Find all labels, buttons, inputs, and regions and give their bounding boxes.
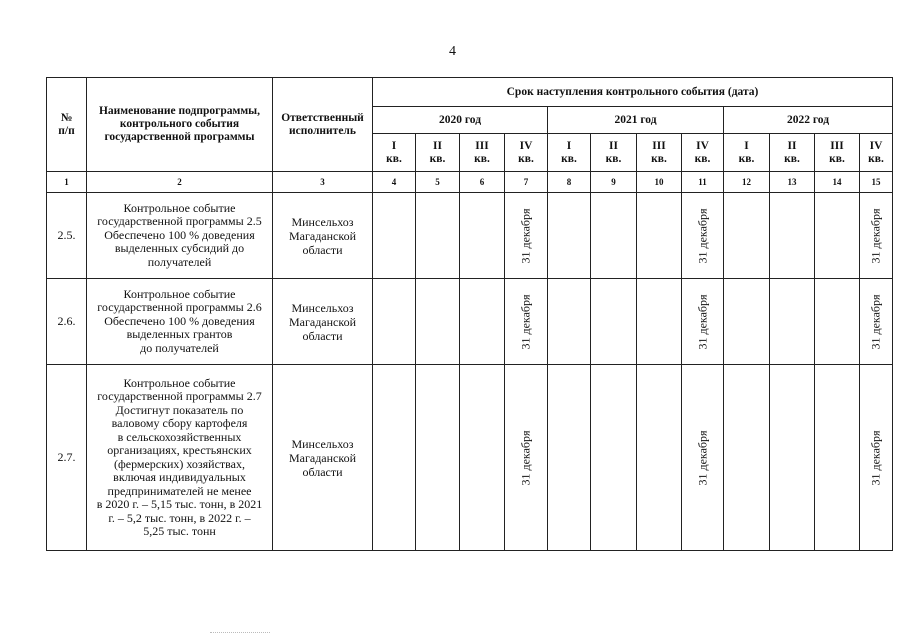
header-name: Наименование подпрограммы, контрольного события государственной программы xyxy=(87,78,273,172)
control-date: 31 декабря xyxy=(868,293,883,350)
column-number: 12 xyxy=(724,172,770,193)
column-number: 10 xyxy=(637,172,682,193)
quarter-cell xyxy=(815,279,860,365)
column-number: 3 xyxy=(273,172,373,193)
responsible-executor: Минсельхоз Магаданской области xyxy=(273,193,373,279)
control-date: 31 декабря xyxy=(868,207,883,264)
header-quarter: I кв. xyxy=(548,134,591,172)
quarter-cell xyxy=(770,365,815,551)
header-quarter: III кв. xyxy=(637,134,682,172)
quarter-cell xyxy=(860,279,893,365)
quarter-cell xyxy=(591,279,637,365)
header-quarter: I кв. xyxy=(724,134,770,172)
quarter-cell xyxy=(505,193,548,279)
quarter-cell xyxy=(460,365,505,551)
scan-artifact xyxy=(210,632,270,635)
header-quarter: II кв. xyxy=(416,134,460,172)
control-events-table xyxy=(46,77,893,551)
column-number: 8 xyxy=(548,172,591,193)
column-number: 5 xyxy=(416,172,460,193)
quarter-cell xyxy=(770,193,815,279)
event-name: Контрольное событие государственной программы 2.6 Обеспечено 100 % доведения выделенных грантов до получателей xyxy=(87,279,273,365)
quarter-cell xyxy=(505,365,548,551)
quarter-cell xyxy=(548,279,591,365)
quarter-cell xyxy=(682,365,724,551)
quarter-cell xyxy=(548,365,591,551)
quarter-cell xyxy=(682,279,724,365)
table-row xyxy=(47,279,893,365)
column-number: 15 xyxy=(860,172,893,193)
control-date: 31 декабря xyxy=(695,207,709,264)
header-year-2020: 2020 год xyxy=(373,107,548,134)
quarter-cell xyxy=(591,193,637,279)
control-date: 31 декабря xyxy=(695,429,709,486)
responsible-executor: Минсельхоз Магаданской области xyxy=(273,279,373,365)
column-number: 7 xyxy=(505,172,548,193)
header-quarter: III кв. xyxy=(815,134,860,172)
table-row xyxy=(47,193,893,279)
responsible-executor: Минсельхоз Магаданской области xyxy=(273,365,373,551)
quarter-cell xyxy=(637,279,682,365)
control-date: 31 декабря xyxy=(518,293,533,350)
column-number: 6 xyxy=(460,172,505,193)
header-quarter: II кв. xyxy=(770,134,815,172)
column-number: 4 xyxy=(373,172,416,193)
quarter-cell xyxy=(548,193,591,279)
control-date: 31 декабря xyxy=(868,429,883,486)
quarter-cell xyxy=(860,365,893,551)
quarter-cell xyxy=(505,279,548,365)
header-quarter: I кв. xyxy=(373,134,416,172)
event-name: Контрольное событие государственной программы 2.5 Обеспечено 100 % доведения выделенных субсидий до получателей xyxy=(87,193,273,279)
column-number: 14 xyxy=(815,172,860,193)
quarter-cell xyxy=(416,279,460,365)
header-quarter: IV кв. xyxy=(860,134,893,172)
quarter-cell xyxy=(373,365,416,551)
quarter-cell xyxy=(373,193,416,279)
column-number: 1 xyxy=(47,172,87,193)
column-number: 2 xyxy=(87,172,273,193)
header-year-2021: 2021 год xyxy=(548,107,724,134)
table-row xyxy=(47,365,893,551)
quarter-cell xyxy=(860,193,893,279)
column-number: 9 xyxy=(591,172,637,193)
quarter-cell xyxy=(770,279,815,365)
header-num: № п/п xyxy=(47,78,87,172)
event-name: Контрольное событие государственной программы 2.7 Достигнут показатель по валовому сбору картофеля в сельскохозяйственных организациях, крестьянских (фермерских) хозяйствах, включая индивидуальных предпринимателей не менее в 2020 г. – 5,15 тыс. тонн, в 2021 г. – 5,2 тыс. тонн, в 2022 г. – 5,25 тыс. тонн xyxy=(87,365,273,551)
column-number: 11 xyxy=(682,172,724,193)
quarter-cell xyxy=(373,279,416,365)
header-quarter: IV кв. xyxy=(505,134,548,172)
control-date: 31 декабря xyxy=(695,293,709,350)
quarter-cell xyxy=(460,193,505,279)
header-quarter: IV кв. xyxy=(682,134,724,172)
column-number: 13 xyxy=(770,172,815,193)
quarter-cell xyxy=(637,365,682,551)
header-executor: Ответственный исполнитель xyxy=(273,78,373,172)
page-number: 4 xyxy=(449,44,456,59)
header-quarter: III кв. xyxy=(460,134,505,172)
quarter-cell xyxy=(460,279,505,365)
quarter-cell xyxy=(637,193,682,279)
quarter-cell xyxy=(724,279,770,365)
quarter-cell xyxy=(416,193,460,279)
quarter-cell xyxy=(815,365,860,551)
row-number: 2.5. xyxy=(47,193,87,279)
quarter-cell xyxy=(682,193,724,279)
quarter-cell xyxy=(591,365,637,551)
control-date: 31 декабря xyxy=(518,429,533,486)
header-year-2022: 2022 год xyxy=(724,107,893,134)
quarter-cell xyxy=(416,365,460,551)
row-number: 2.6. xyxy=(47,279,87,365)
quarter-cell xyxy=(724,193,770,279)
control-date: 31 декабря xyxy=(518,207,533,264)
quarter-cell xyxy=(815,193,860,279)
header-period-title: Срок наступления контрольного события (дата) xyxy=(373,78,893,107)
header-quarter: II кв. xyxy=(591,134,637,172)
quarter-cell xyxy=(724,365,770,551)
row-number: 2.7. xyxy=(47,365,87,551)
